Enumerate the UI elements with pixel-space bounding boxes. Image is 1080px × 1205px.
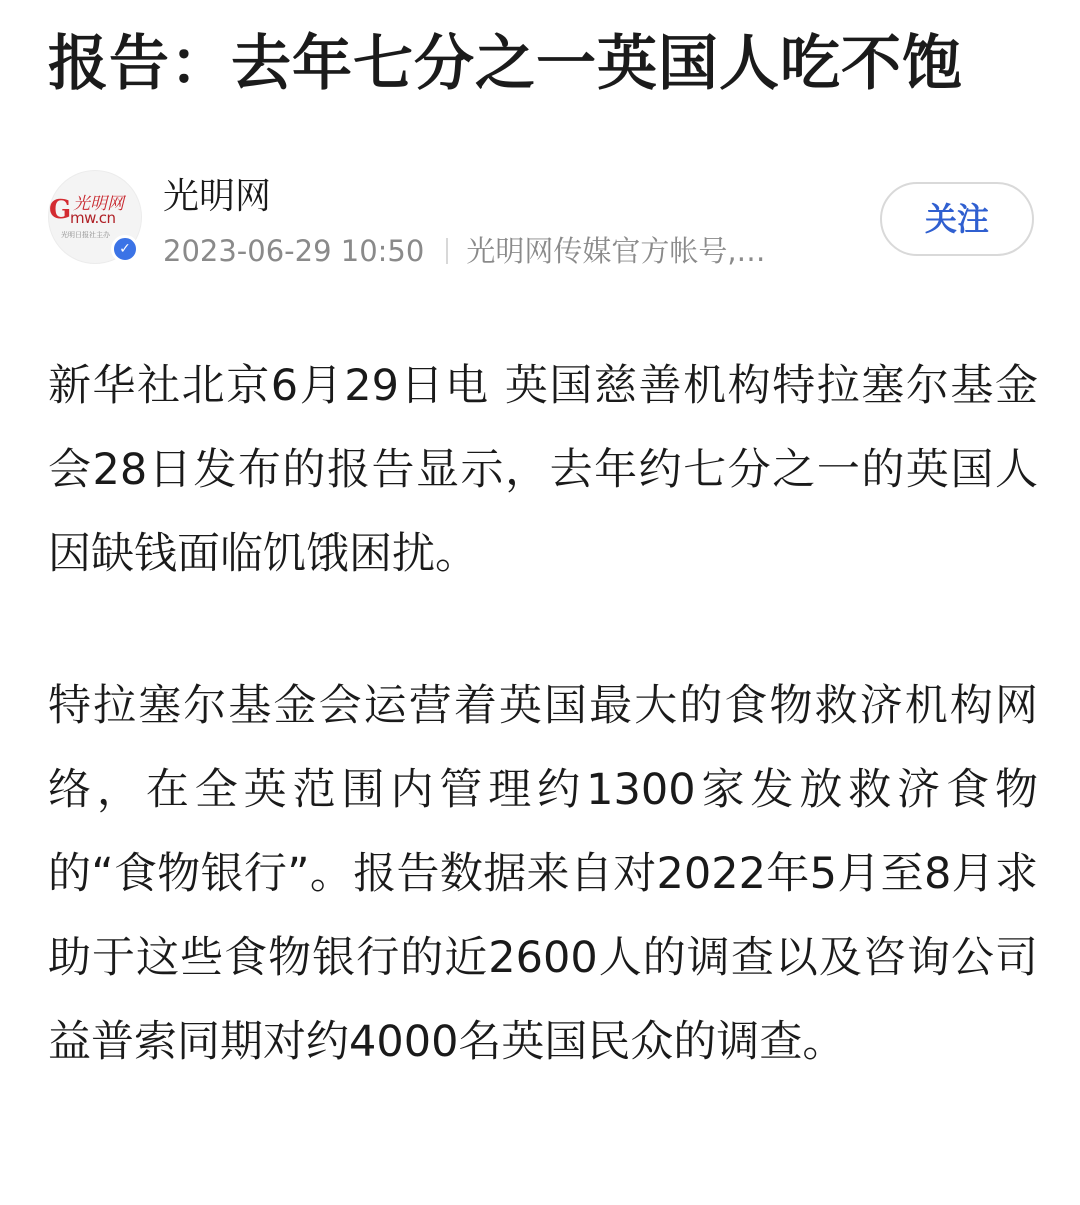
author-meta [163, 232, 766, 270]
article-title: 报告：去年七分之一英国人吃不饱 [48, 29, 963, 99]
avatar-logo-subtitle: 光明日报社主办 [61, 231, 110, 239]
verified-check-icon: ✓ [111, 235, 139, 263]
avatar-logo-text: 光明网 [73, 194, 124, 214]
author-avatar[interactable] [48, 170, 142, 264]
author-name[interactable]: 光明网 [163, 176, 272, 217]
meta-divider [446, 238, 448, 264]
author-row [48, 170, 1038, 280]
body-paragraph: 新华社北京6月29日电 英国慈善机构特拉塞尔基金会28日发布的报告显示，去年约七分之一的英国人因缺钱面临饥饿困扰。 [48, 361, 1038, 579]
avatar-logo-letter: G [49, 195, 72, 225]
publish-timestamp: 2023-06-29 10:50 [163, 234, 425, 268]
author-description: 光明网传媒官方帐号,… [466, 234, 766, 268]
article-body [48, 344, 1038, 1084]
body-paragraph: 特拉塞尔基金会运营着英国最大的食物救济机构网络，在全英范围内管理约1300家发放救济食物的“食物银行”。报告数据来自对2022年5月至8月求助于这些食物银行的近2600人的调查以及咨询公司益普索同期对约4000名英国民众的调查。 [48, 681, 1038, 1067]
follow-button[interactable]: 关注 [880, 182, 1034, 256]
avatar-logo-domain: mw.cn [70, 209, 116, 227]
